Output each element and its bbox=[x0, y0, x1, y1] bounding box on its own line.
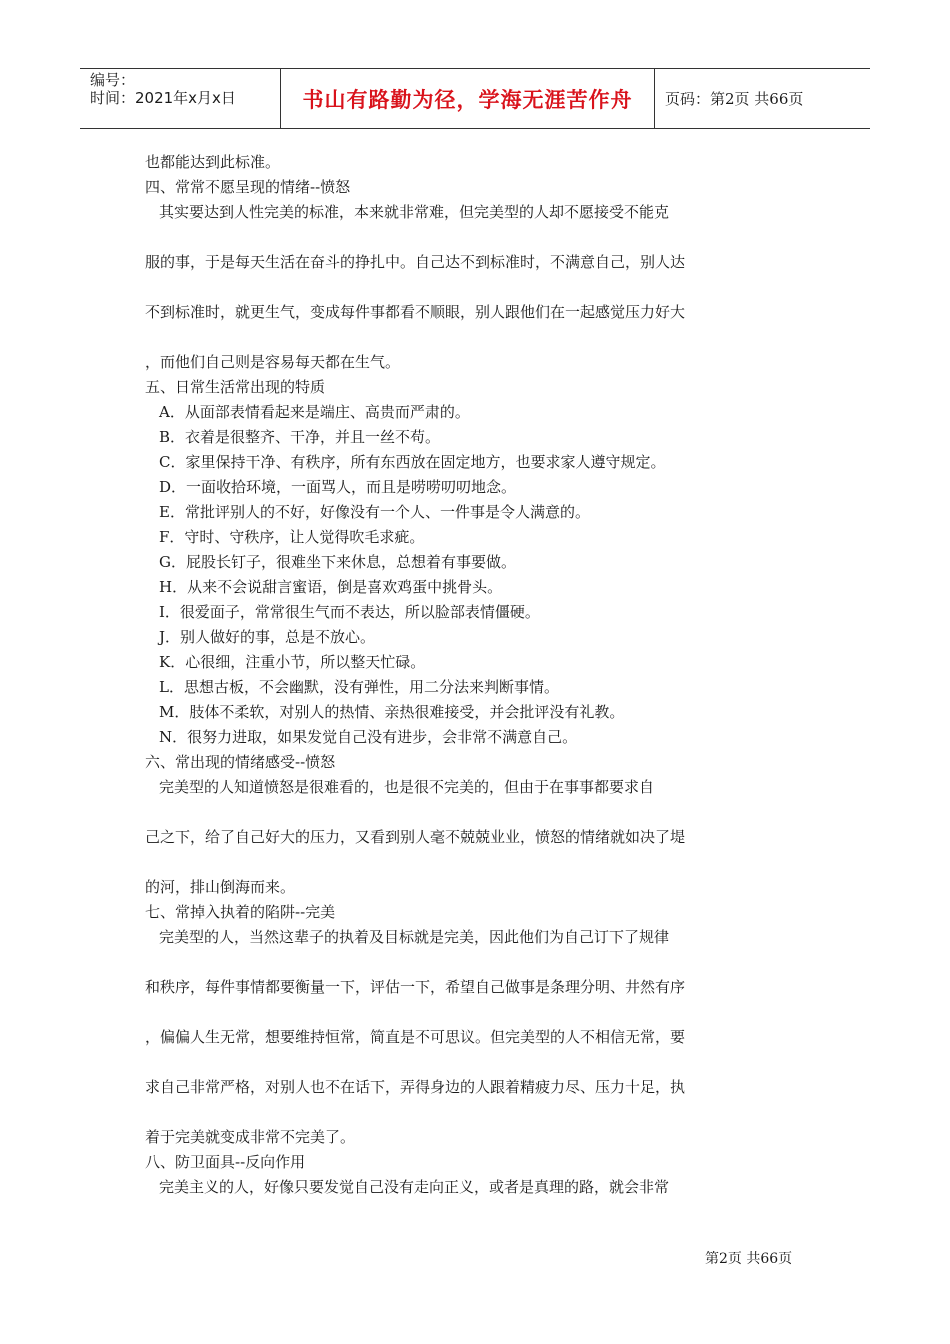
text-line: 完美型的人知道愤怒是很难看的，也是很不完美的，但由于在事事都要求自 bbox=[159, 778, 655, 796]
text-line: 己之下，给了自己好大的压力，又看到别人毫不兢兢业业，愤怒的情绪就如决了堤 bbox=[145, 828, 686, 846]
page-footer: 第2页 共66页 bbox=[705, 1251, 793, 1267]
text-line: ，偏偏人生无常，想要维持恒常，简直是不可思议。但完美型的人不相信无常，要 bbox=[145, 1028, 686, 1046]
text-line: ，而他们自己则是容易每天都在生气。 bbox=[145, 353, 401, 371]
text-line: H．从来不会说甜言蜜语，倒是喜欢鸡蛋中挑骨头。 bbox=[159, 578, 503, 596]
text-line: E．常批评别人的不好，好像没有一个人、一件事是令人满意的。 bbox=[159, 503, 590, 521]
document-number-label: 编号： bbox=[90, 71, 136, 89]
text-line: B．衣着是很整齐、干净，并且一丝不苟。 bbox=[159, 428, 441, 446]
text-line: 完美型的人，当然这辈子的执着及目标就是完美，因此他们为自己订下了规律 bbox=[159, 928, 670, 946]
text-line: 也都能达到此标准。 bbox=[145, 153, 281, 171]
text-line: A．从面部表情看起来是端庄、高贵而严肃的。 bbox=[159, 403, 470, 421]
text-line: 五、日常生活常出现的特质 bbox=[145, 378, 326, 396]
text-line: 完美主义的人，好像只要发觉自己没有走向正义，或者是真理的路，就会非常 bbox=[159, 1178, 670, 1196]
text-line: 其实要达到人性完美的标准，本来就非常难，但完美型的人却不愿接受不能克 bbox=[159, 203, 670, 221]
document-header bbox=[80, 68, 870, 129]
text-line: C．家里保持干净、有秩序，所有东西放在固定地方，也要求家人遵守规定。 bbox=[159, 453, 666, 471]
text-line: K．心很细，注重小节，所以整天忙碌。 bbox=[159, 653, 426, 671]
header-page-info: 页码：第2页 共66页 bbox=[665, 90, 804, 108]
text-line: M．肢体不柔软，对别人的热情、亲热很难接受，并会批评没有礼教。 bbox=[159, 703, 625, 721]
text-line: D．一面收拾环境，一面骂人，而且是唠唠叨叨地念。 bbox=[159, 478, 517, 496]
document-body bbox=[145, 150, 765, 1200]
text-line: I．很爱面子，常常很生气而不表达，所以脸部表情僵硬。 bbox=[159, 603, 540, 621]
text-line: 八、防卫面具--反向作用 bbox=[145, 1153, 306, 1171]
text-line: G．屁股长钉子，很难坐下来休息，总想着有事要做。 bbox=[159, 553, 516, 571]
text-line: 服的事，于是每天生活在奋斗的挣扎中。自己达不到标准时，不满意自己，别人达 bbox=[145, 253, 686, 271]
header-meta-cell bbox=[80, 69, 281, 128]
text-line: N．很努力进取，如果发觉自己没有进步，会非常不满意自己。 bbox=[159, 728, 578, 746]
text-line: 着于完美就变成非常不完美了。 bbox=[145, 1128, 356, 1146]
text-line: 和秩序，每件事情都要衡量一下，评估一下，希望自己做事是条理分明、井然有序 bbox=[145, 978, 686, 996]
header-motto: 书山有路勤为径，学海无涯苦作舟 bbox=[281, 69, 655, 128]
text-line: L．思想古板，不会幽默，没有弹性，用二分法来判断事情。 bbox=[159, 678, 559, 696]
text-line: 求自己非常严格，对别人也不在话下，弄得身边的人跟着精疲力尽、压力十足，执 bbox=[145, 1078, 686, 1096]
text-line: F．守时、守秩序，让人觉得吹毛求疵。 bbox=[159, 528, 425, 546]
text-line: J．别人做好的事，总是不放心。 bbox=[159, 628, 376, 646]
text-line: 四、常常不愿呈现的情绪--愤怒 bbox=[145, 178, 351, 196]
text-line: 六、常出现的情绪感受--愤怒 bbox=[145, 753, 336, 771]
text-line: 不到标准时，就更生气，变成每件事都看不顺眼，别人跟他们在一起感觉压力好大 bbox=[145, 303, 686, 321]
text-line: 七、常掉入执着的陷阱--完美 bbox=[145, 903, 336, 921]
text-line: 的河，排山倒海而来。 bbox=[145, 878, 296, 896]
document-time-label: 时间：2021年x月x日 bbox=[90, 89, 236, 107]
